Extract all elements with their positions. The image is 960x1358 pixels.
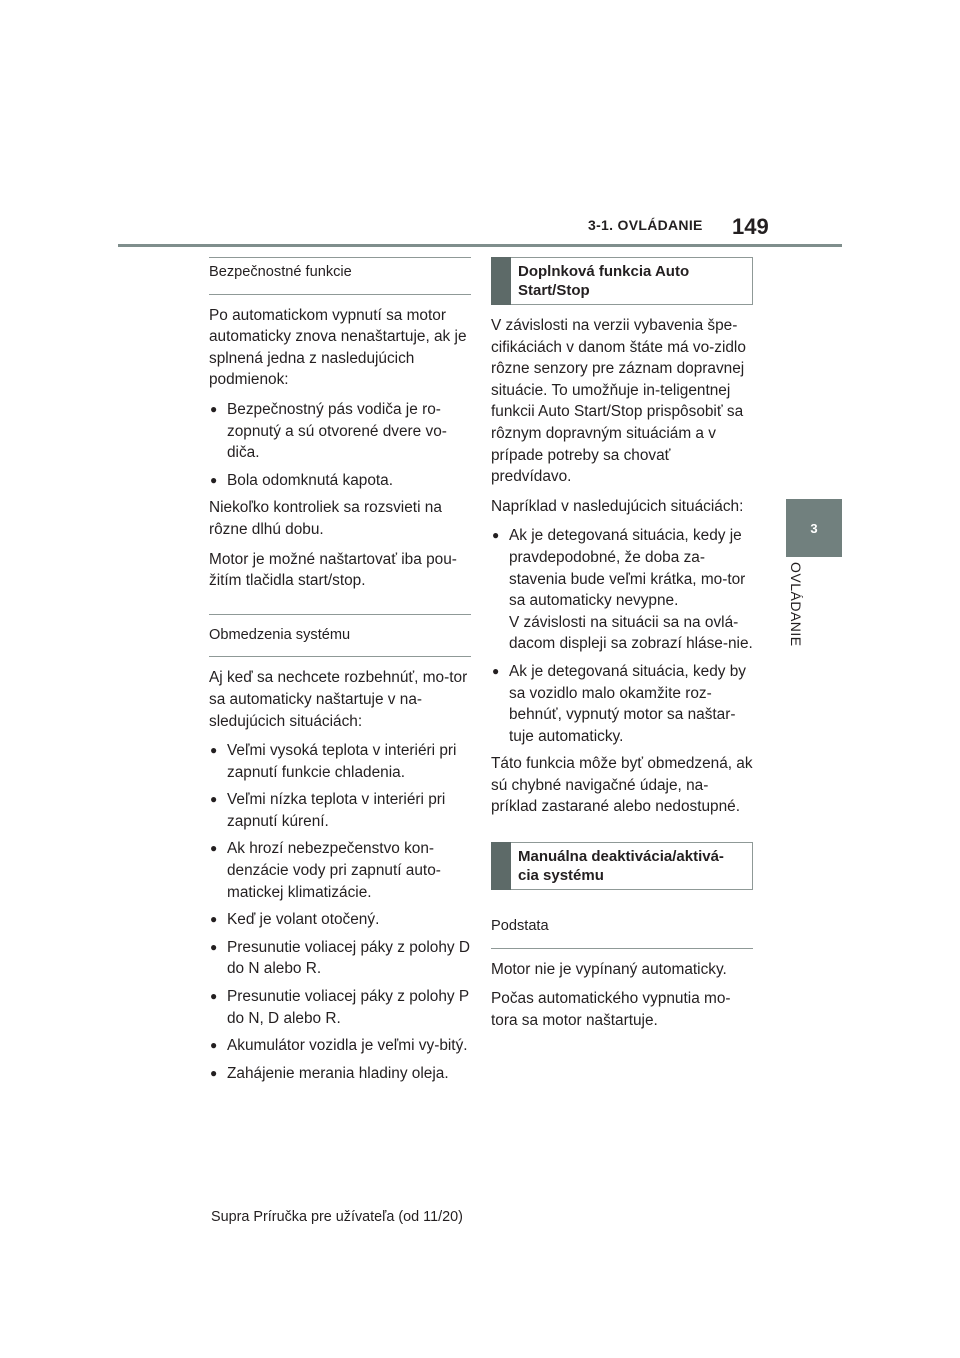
list-item-text: Ak je detegovaná situácia, kedy je pravdepodobné, že doba za-stavenia bude veľmi krátka, mo-tor sa automaticky nevypne. xyxy=(509,527,746,610)
page-number: 149 xyxy=(732,214,769,239)
feature-heading-text: Doplnková funkcia Auto Start/Stop xyxy=(518,263,690,299)
bullet-list xyxy=(491,525,753,747)
paragraph: Napríklad v nasledujúcich situáciách: xyxy=(491,497,744,515)
paragraph: Počas automatického vypnutia mo-tora sa motor naštartuje. xyxy=(491,990,731,1029)
list-item: ● Veľmi vysoká teplota v interiéri pri zapnutí funkcie chladenia. xyxy=(209,740,471,783)
list-item: ● Presunutie voliacej páky z polohy P do N, D alebo R. xyxy=(209,986,471,1029)
subheading-limits: Obmedzenia systému xyxy=(209,614,471,658)
subheading-principle: Podstata xyxy=(491,906,753,949)
right-column xyxy=(491,257,753,1039)
list-item xyxy=(491,525,753,655)
list-item: ● Presunutie voliacej páky z polohy D do N alebo R. xyxy=(209,937,471,980)
feature-heading-manual xyxy=(491,842,753,890)
section-title: 3-1. OVLÁDANIE xyxy=(588,217,703,233)
heading-bar xyxy=(491,842,511,890)
list-item: ● Ak je detegovaná situácia, kedy by sa vozidlo malo okamžite roz-behnúť, vypnutý motor sa naštar-tuje automaticky. xyxy=(491,661,753,747)
chapter-number: 3 xyxy=(810,520,818,536)
subheading-safety: Bezpečnostné funkcie xyxy=(209,257,471,295)
left-column xyxy=(209,257,471,1090)
list-item-note: V závislosti na situácii sa na ovlá-dacom displeji sa zobrazí hláse-nie. xyxy=(509,613,753,653)
chapter-label: OVLÁDANIE xyxy=(788,562,804,647)
paragraph: Aj keď sa nechcete rozbehnúť, mo-tor sa automaticky naštartuje v na-sledujúcich situáciách: xyxy=(209,669,468,730)
list-item: ● Zahájenie merania hladiny oleja. xyxy=(209,1063,471,1085)
paragraph: Niekoľko kontroliek sa rozsvieti na rôzne dlhú dobu. xyxy=(209,499,442,538)
paragraph: V závislosti na verzii vybavenia špe-cifikáciách v danom štáte má vo-zidlo rôzne senzory pre záznam dopravnej situácie. To umožňuje in-teligentnej funkcii Auto Start/Stop prispôsobiť sa rôznym dopravným situáciám a v prípade potreby sa chovať predvídavo. xyxy=(491,317,746,486)
feature-heading-text: Manuálna deaktivácia/aktivá-cia systému xyxy=(518,848,724,885)
list-item: ● Veľmi nízka teplota v interiéri pri zapnutí kúrení. xyxy=(209,789,471,832)
list-item: ● Ak hrozí nebezpečenstvo kon-denzácie vody pri zapnutí auto-matickej klimatizácie. xyxy=(209,838,471,903)
bullet-list xyxy=(209,740,471,1084)
paragraph: Motor je možné naštartovať iba pou-žitím tlačidla start/stop. xyxy=(209,550,457,590)
header-divider xyxy=(118,244,842,247)
paragraph: Po automatickom vypnutí sa motor automaticky znova nenaštartuje, ak je splnená jedna z nasledujúcich podmienok: xyxy=(209,306,467,389)
footer-text: Supra Príručka pre užívateľa (od 11/20) xyxy=(211,1209,463,1225)
paragraph: Táto funkcia môže byť obmedzená, ak sú chybné navigačné údaje, na-príklad zastarané alebo nedostupné. xyxy=(491,755,753,816)
list-item: ● Bezpečnostný pás vodiča je ro-zopnutý a sú otvorené dvere vo-diča. xyxy=(209,399,471,464)
paragraph: Motor nie je vypínaný automaticky. xyxy=(491,960,727,978)
bullet-list xyxy=(209,399,471,491)
list-item: ● Akumulátor vozidla je veľmi vy-bitý. xyxy=(209,1035,471,1057)
list-item: ● Keď je volant otočený. xyxy=(209,909,471,931)
list-item: ● Bola odomknutá kapota. xyxy=(209,470,471,492)
feature-heading-auto-start-stop xyxy=(491,257,753,305)
chapter-tab xyxy=(786,499,842,557)
heading-bar xyxy=(491,257,511,305)
